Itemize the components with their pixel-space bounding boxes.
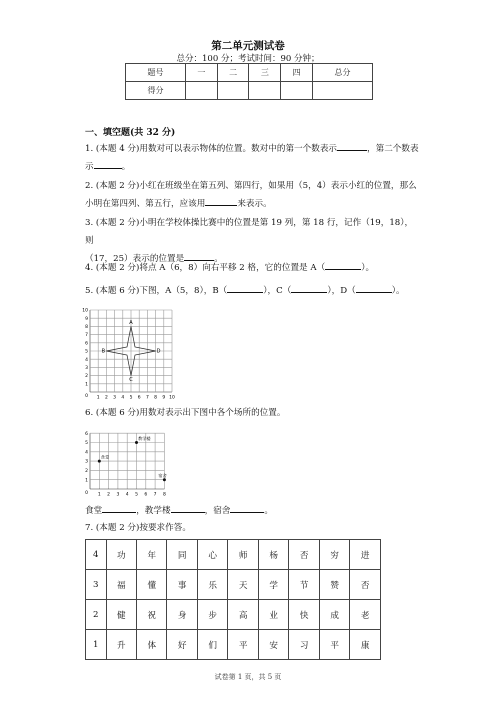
row-number-cell: 2 — [86, 600, 107, 630]
answer-blank[interactable] — [205, 195, 237, 206]
question-5 — [85, 282, 420, 300]
answer-text: 。 — [264, 506, 273, 516]
row-number-cell: 3 — [86, 570, 107, 600]
score-header-cell: 二 — [217, 64, 249, 82]
y-tick-label: 5 — [85, 441, 88, 447]
character-cell: 安 — [258, 630, 288, 660]
question-5-text: ），D（ — [327, 286, 356, 296]
x-tick-label: 6 — [144, 492, 148, 497]
score-header-cell: 四 — [281, 64, 313, 82]
character-cell: 师 — [228, 540, 258, 570]
y-tick-label: 4 — [85, 450, 88, 456]
question-4-text: ）。 — [361, 263, 375, 273]
place-label: 食堂 — [100, 454, 110, 460]
character-cell: 业 — [258, 600, 288, 630]
question-6-answer — [85, 502, 420, 520]
character-cell: 赞 — [319, 570, 349, 600]
answer-text: 食堂 — [85, 506, 103, 516]
score-cell[interactable] — [217, 82, 249, 100]
exam-meta: 总分：100 分；考试时间：90 分钟； — [176, 54, 320, 64]
row-number-cell: 4 — [86, 540, 107, 570]
character-cell: 好 — [167, 630, 197, 660]
character-cell: 祝 — [137, 600, 167, 630]
score-table-header-row — [126, 64, 373, 82]
answer-blank[interactable] — [356, 282, 392, 293]
character-row — [86, 600, 381, 630]
character-row — [86, 540, 381, 570]
character-cell: 身 — [167, 600, 197, 630]
character-cell: 习 — [289, 630, 319, 660]
character-cell: 学 — [258, 570, 288, 600]
question-4 — [85, 259, 420, 277]
y-tick-label: 10 — [82, 308, 88, 314]
question-1-text: 1. (本题 4 分)用数对可以表示物体的位置。数对中的第一个数表示 — [85, 144, 338, 154]
character-cell: 年 — [137, 540, 167, 570]
x-tick-label: 5 — [135, 492, 138, 497]
page-title: 第二单元测试卷 — [211, 40, 285, 52]
score-cell[interactable] — [185, 82, 217, 100]
question-4-text: 4. (本题 2 分)将点 A（6，8）向右平移 2 格，它的位置是 A（ — [85, 263, 326, 273]
place-point — [163, 478, 166, 481]
answer-blank[interactable] — [94, 158, 122, 169]
question-3-text: （17，25）表示的位置是 — [85, 254, 185, 264]
y-tick-label: 8 — [85, 325, 88, 330]
x-tick-label: 10 — [169, 395, 175, 400]
character-cell: 天 — [228, 570, 258, 600]
score-cell[interactable] — [281, 82, 313, 100]
y-tick-label: 7 — [85, 333, 88, 339]
character-cell: 否 — [289, 540, 319, 570]
question-7-text: 7. (本题 2 分)按要求作答。 — [85, 523, 191, 533]
score-header-cell: 一 — [185, 64, 217, 82]
question-3-text: 3. (本题 2 分)小明在学校体操比赛中的位置是第 19 列，第 18 行，记作（19，18），则 — [85, 218, 414, 246]
question-6 — [85, 404, 420, 422]
x-tick-label: 7 — [145, 395, 149, 400]
question-3-text: 。 — [214, 254, 223, 264]
character-cell: 懂 — [137, 570, 167, 600]
y-tick-label: 6 — [85, 341, 88, 347]
place-label: 宿舍 — [158, 473, 167, 479]
score-header-cell: 三 — [249, 64, 281, 82]
question-1-text: 。 — [121, 162, 131, 172]
character-cell: 健 — [106, 600, 136, 630]
character-cell: 成 — [319, 600, 349, 630]
origin-label: 0 — [85, 394, 88, 399]
character-cell: 高 — [228, 600, 258, 630]
place-label: 教学楼 — [138, 436, 151, 441]
answer-blank[interactable] — [337, 140, 367, 151]
character-cell: 体 — [137, 630, 167, 660]
character-cell: 步 — [197, 600, 227, 630]
character-cell: 们 — [197, 630, 227, 660]
question-5-text: 5. (本题 6 分)下图，A（5，8），B（ — [85, 286, 228, 296]
character-cell: 同 — [167, 540, 197, 570]
character-cell: 快 — [289, 600, 319, 630]
x-tick-label: 5 — [129, 395, 133, 400]
character-cell: 平 — [319, 630, 349, 660]
character-cell: 杨 — [258, 540, 288, 570]
score-cell[interactable] — [312, 82, 372, 100]
x-tick-label: 4 — [125, 492, 129, 497]
place-point — [135, 441, 138, 444]
question-1-text: 示 — [85, 162, 94, 172]
character-cell: 平 — [228, 630, 258, 660]
coordinate-grid-1 — [80, 304, 180, 400]
question-6-text: 6. (本题 6 分)用数对表示出下图中各个场所的位置。 — [85, 408, 286, 418]
character-cell: 穷 — [319, 540, 349, 570]
x-tick-label: 9 — [162, 395, 166, 400]
question-5-text: ），C（ — [263, 286, 292, 296]
character-cell: 功 — [106, 540, 136, 570]
y-tick-label: 2 — [85, 374, 88, 380]
character-row — [86, 570, 381, 600]
answer-blank[interactable] — [102, 502, 136, 513]
character-cell: 进 — [350, 540, 381, 570]
x-tick-label: 2 — [107, 492, 111, 497]
character-cell: 节 — [289, 570, 319, 600]
x-tick-label: 1 — [96, 395, 100, 400]
answer-text: ，教学楼 — [136, 506, 171, 516]
y-tick-label: 5 — [85, 349, 88, 355]
x-tick-label: 3 — [116, 492, 120, 497]
question-5-text: ）。 — [391, 286, 405, 296]
character-cell: 心 — [197, 540, 227, 570]
y-tick-label: 1 — [85, 478, 88, 484]
answer-blank[interactable] — [325, 259, 361, 270]
answer-blank[interactable] — [291, 282, 327, 293]
x-tick-label: 8 — [162, 492, 166, 497]
point-label-c: C — [129, 377, 133, 384]
character-cell: 升 — [106, 630, 136, 660]
y-tick-label: 1 — [85, 382, 88, 388]
question-2-text: 小明在第四列、第五行，应该用 — [85, 199, 206, 209]
x-tick-label: 3 — [113, 395, 117, 400]
coordinate-grid-2 — [80, 427, 180, 497]
origin-label: 0 — [85, 491, 88, 496]
character-cell: 康 — [350, 630, 381, 660]
question-1 — [85, 140, 420, 176]
section-heading: 一、填空题(共 32 分) — [85, 128, 176, 138]
character-cell: 福 — [106, 570, 136, 600]
y-tick-label: 3 — [85, 366, 88, 371]
y-tick-label: 4 — [85, 357, 88, 363]
question-2-text: 2. (本题 2 分)小红在班级坐在第五列、第四行，如果用（5，4）表示小红的位置，那么 — [85, 181, 417, 191]
question-7 — [85, 519, 420, 537]
answer-blank[interactable] — [171, 502, 205, 513]
score-header-cell: 题号 — [126, 64, 186, 82]
character-cell: 否 — [350, 570, 381, 600]
answer-text: ，宿舍 — [204, 506, 231, 516]
row-number-cell: 1 — [86, 630, 107, 660]
answer-blank[interactable] — [227, 282, 263, 293]
y-tick-label: 9 — [85, 316, 88, 322]
x-tick-label: 7 — [153, 492, 157, 497]
y-tick-label: 3 — [85, 459, 88, 465]
score-table — [125, 63, 373, 100]
y-tick-label: 6 — [85, 431, 88, 437]
page-footer: 试卷第 1 页，共 5 页 — [214, 673, 282, 681]
question-1-text: ，第二个数表 — [367, 144, 419, 154]
score-row-label: 得分 — [126, 82, 186, 100]
answer-blank[interactable] — [230, 502, 264, 513]
score-header-cell: 总分 — [312, 64, 372, 82]
character-cell: 乐 — [197, 570, 227, 600]
point-label-d: D — [156, 348, 161, 355]
score-cell[interactable] — [249, 82, 281, 100]
character-cell: 老 — [350, 600, 381, 630]
place-point — [98, 460, 101, 463]
character-grid-table — [85, 539, 381, 660]
character-cell: 事 — [167, 570, 197, 600]
y-tick-label: 2 — [85, 469, 88, 474]
point-label-a: A — [129, 319, 133, 326]
x-tick-label: 1 — [97, 492, 101, 497]
x-tick-label: 4 — [121, 395, 125, 400]
x-tick-label: 6 — [137, 395, 141, 400]
character-row — [86, 630, 381, 660]
question-2 — [85, 177, 420, 213]
score-table-score-row — [126, 82, 373, 100]
question-2-text: 来表示。 — [237, 199, 272, 209]
point-label-b: B — [101, 348, 106, 355]
x-tick-label: 8 — [154, 395, 158, 400]
x-tick-label: 2 — [104, 395, 108, 400]
